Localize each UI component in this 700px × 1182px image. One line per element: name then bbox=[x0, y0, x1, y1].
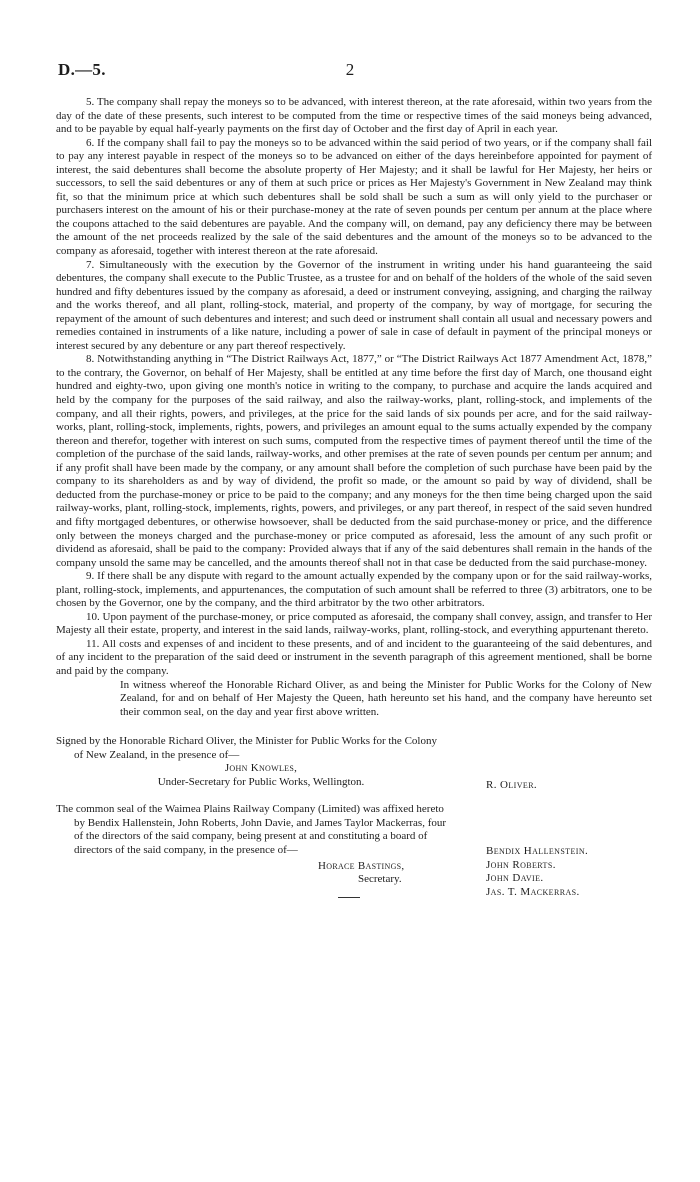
clause-10: 10. Upon payment of the purchase-money, or price computed as aforesaid, the company shall convey, assign, and transfer to Her Majesty all their estate, property, and interest in the said lands, railway-works, plant, rolling-stock, and everything appurtenant thereto. bbox=[56, 610, 652, 637]
minister-witness-name: John Knowles, bbox=[224, 762, 298, 775]
minister-signature-text: Signed by the Honorable Richard Oliver, the Minister for Public Works for the Colony of New Zealand, in the presence of— bbox=[56, 735, 437, 761]
director-name: Bendix Hallenstein. bbox=[486, 845, 589, 858]
attesting-name: Horace Bastings, bbox=[318, 859, 405, 872]
clause-7: 7. Simultaneously with the execution by the Governor of the instrument in writing under his hand guaranteeing the said debentures, the company shall execute to the Public Trustee, as a trustee for and on behalf of the holders of the whole of the said seven hundred and fifty debentures issued by the company as aforesaid, a deed or instrument conveying, assigning, and charging the railway and the works thereof, and all plant, rolling-stock, material, and property of the company, by way of mortgage, for securing the repayment of the amount of such debentures and interest; and such deed or instrument shall contain all usual and necessary powers and remedies contained in instruments of a like nature, including a power of sale in case of default in payment of the principal moneys or interest secured by any debenture or any part thereof respectively. bbox=[56, 258, 652, 352]
document-reference: D.—5. bbox=[58, 60, 106, 79]
director-name: John Davie. bbox=[486, 872, 544, 885]
document-body bbox=[56, 96, 652, 898]
clause-5: 5. The company shall repay the moneys so to be advanced, with interest thereon, at the rate aforesaid, within two years from the day of the date of these presents, such interest to be computed from the time or respective times of the said moneys being advanced, and to be payable by equal half-yearly payments on the first day of October and the first day of April in each year. bbox=[56, 96, 652, 136]
director-name: John Roberts. bbox=[486, 858, 556, 871]
page-number: 2 bbox=[345, 60, 355, 79]
clause-11: 11. All costs and expenses of and incident to these presents, and of and incident to the guaranteeing of the said debentures, and of any incident to the preparation of the said deed or instrument in the seventh paragraph of this agreement mentioned, shall be borne and paid by the company. bbox=[56, 637, 652, 677]
clause-6: 6. If the company shall fail to pay the moneys so to be advanced within the said period of two years, or if the company shall fail to pay any interest payable in respect of the moneys so to be advanced on either of the days hereinbefore appointed for payment of interest, the said debentures shall become the absolute property of Her Majesty; and it shall be lawful for Her Majesty, her heirs or successors, to sell the said debentures or any of them at such price or prices as Her Majesty's Government in New Zealand may think fit, so that the minimum price at which such debentures shall be sold shall be such a sum as will only yield to the purchaser or purchasers interest on the amount of his or their purchase-money at the rate of seven pounds per centum per annum at the place where the coupons attached to the said debentures are payable. And the company will, on demand, pay any deficiency there may be between the amount of the net proceeds realized by the sale of the said debentures and the amount of the moneys so to be advanced to the company as aforesaid, together with interest thereon at the rate aforesaid. bbox=[56, 136, 652, 258]
clause-9: 9. If there shall be any dispute with regard to the amount actually expended by the company upon or for the said railway-works, plant, rolling-stock, implements, and appurtenances, the computation of such amount shall be referred to three (3) arbitrators, one to be chosen by the Governor, one by the company, and the third arbitrator by the two other arbitrators. bbox=[56, 570, 652, 610]
minister-signer-name: R. Oliver. bbox=[486, 779, 538, 792]
minister-witness-title: Under-Secretary for Public Works, Wellington. bbox=[157, 775, 365, 788]
minister-signature-block bbox=[56, 735, 652, 792]
company-seal-block bbox=[56, 803, 652, 898]
witness-clause: In witness whereof the Honorable Richard Oliver, as and being the Minister for Public Works for the Colony of New Zealand, for and on behalf of Her Majesty the Queen, hath hereunto set his hand, and the company have hereunto set their common seal, on the day and year first above written. bbox=[120, 678, 652, 718]
clause-8: 8. Notwithstanding anything in “The District Railways Act, 1877,” or “The District Railways Act 1877 Amendment Act, 1878,” to the contrary, the Governor, on behalf of Her Majesty, shall be entitled at any time before the first day of March, one thousand eight hundred and eighty-two, upon giving one month's notice in writing to the company, to purchase and acquire the lands acquired and held by the company for the purposes of the said railway, and also the railway-works, plant, rolling-stock, and implements of the company, and all their rights, powers, and privileges, at the price for the said lands of six pounds per acre, and for the said railway-works, plant, rolling-stock, implements, rights, powers, and privileges an amount equal to the sums actually expended by the company thereon and therefor, together with interest on such sums, computed from the respective times of payment thereof until the time of the completion of the purchase of the said lands, railway-works, and other premises at the rate of seven pounds per centum per annum; and if any profit shall have been made by the company, or any amount shall before the completion of such purchase have been paid by the company to its shareholders as and by way of dividend, the profit so made, or the amount so paid by way of dividend, shall be deducted from the purchase-money or price to be paid to the company; and any moneys for the then time being charged upon the said railway-works, plant, rolling-stock, implements, rights, powers, and privileges, or any part thereof, in respect of the said seven hundred and fifty mortgaged debentures, or otherwise howsoever, shall be deducted from the said purchase-money or price, and the difference only between the moneys charged and the purchase-money or price computed as aforesaid, less the amount of any such profit or dividend as aforesaid, shall be paid to the company: Provided always that if any of the said debentures shall remain in the hands of the company unsold the same may be cancelled, and the amounts thereof shall not in that case be deducted from the said purchase-money. bbox=[56, 353, 652, 569]
attesting-role: Secretary. bbox=[358, 873, 402, 886]
director-signatures bbox=[486, 845, 588, 899]
director-name: Jas. T. Mackerras. bbox=[486, 885, 580, 898]
seal-text: The common seal of the Waimea Plains Railway Company (Limited) was affixed hereto by Bendix Hallenstein, John Roberts, John Davie, and James Taylor Mackerras, four of the directors of the said company, being present at and constituting a board of directors of the said company, in the presence of— bbox=[56, 803, 447, 856]
end-rule bbox=[338, 897, 360, 898]
